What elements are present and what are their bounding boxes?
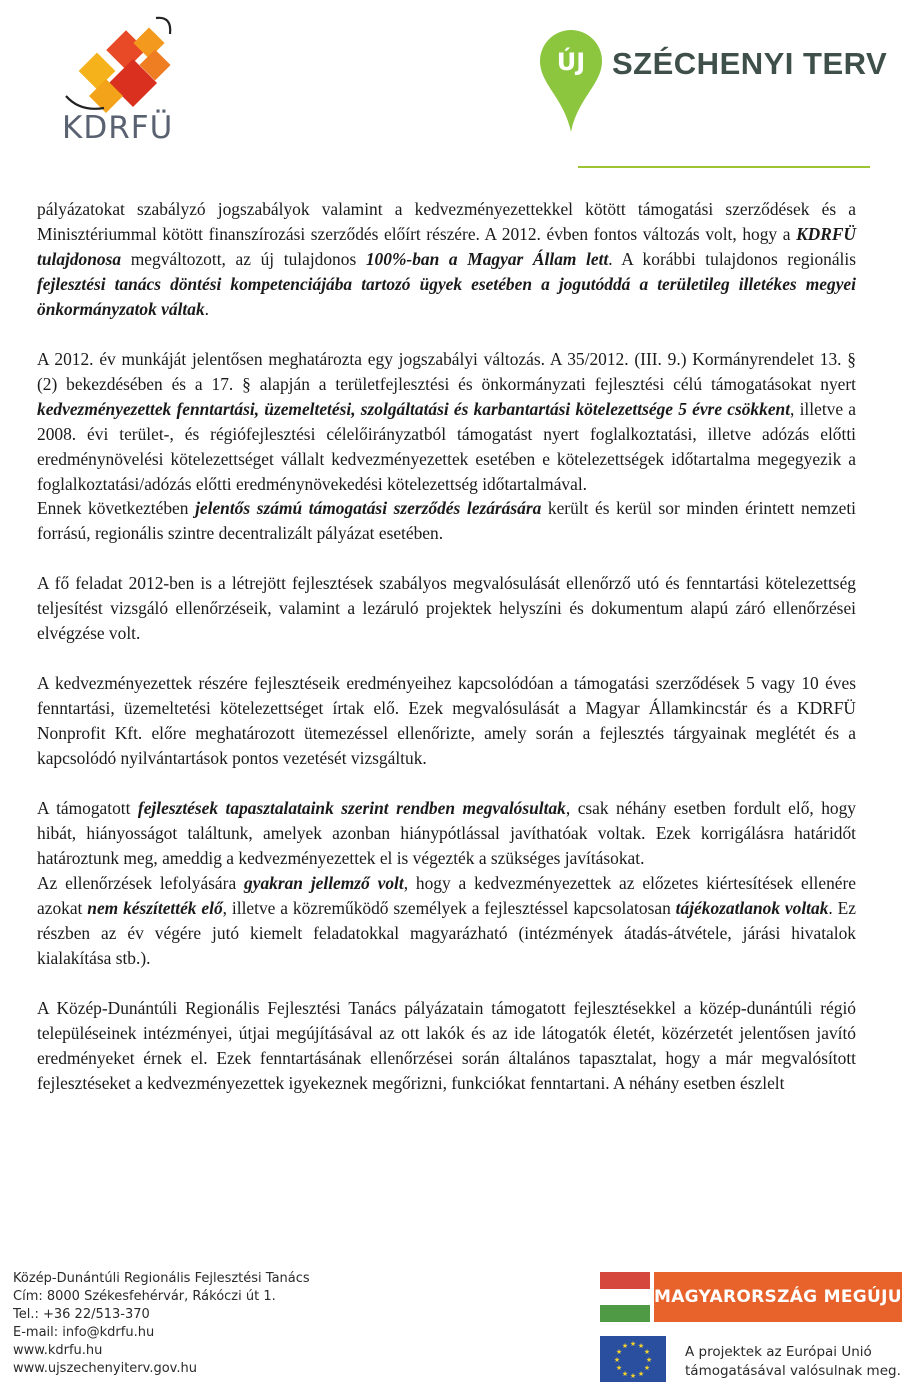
emphasis [87,898,222,918]
svg-text:★: ★ [643,1348,651,1356]
footer-contact-block [13,1270,310,1378]
text-run: A kedvezményezettek részére fejlesztéseik eredményeihez kapcsolódóan a támogatási szerződések 5 vagy 10 éves fenntartási, üzemeltetési kötelezettséget írtak elő. Ezek megvalósulását a Magyar Államkincstár és a KDRFÜ Nonprofit Kft. előre meghatározott ütemezéssel ellenőrizte, amely során a fejlesztés tárgyainak meglétét és a kapcsolódó nyilvántartások pontos vezetését vizsgáltuk. [37,673,856,769]
emphasis [676,898,829,918]
svg-text:★: ★ [637,1342,645,1350]
text-run: , illetve a 2008. évi terület-, és régiófejlesztési célelőirányzatból támogatást nyert foglalkoztatási, illetve adózás előtti eredménynövelési kötelezettséget vállalt kedvezményezettek esetében e kötelezettségek időtartalma megegyezik a foglalkoztatási/adózás előtti eredménynövekedési kötelezettség időtartalmával. [37,398,856,494]
text-run: , illetve a közreműködő személyek a fejlesztéssel kapcsolatosan [222,897,676,918]
page-header [0,0,914,180]
emphasis [195,498,541,518]
text-run: , csak néhány esetben fordult elő, hogy hibát, hiányosságot találtunk, amelyek azonban hiánypótlással javíthatóak voltak. Ezek korrigálásra határidőt határoztunk meg, ameddig a kedvezményezettek el is végezték a szükséges javításokat. [37,798,857,868]
paragraph [37,496,856,546]
pin-label: ÚJ [556,48,586,76]
emphasis-text: kedvezményezettek fenntartási, üzemeltetési, szolgáltatási és karbantartási kötelezettsége 5 évre csökkent [37,398,791,419]
eu-support-note [685,1343,901,1381]
text-run: A támogatott [37,798,138,819]
emphasis [37,274,856,319]
text-run: A Közép-Dunántúli Regionális Fejlesztési Tanács pályázatain támogatott fejlesztésekkel a közép-dunántúli régió településeinek intézményei, útjai megújításával az ott lakók és az ide látogatók életét, közérzetét jelentősen javító eredményeket érnek el. Ezek fenntartásának ellenőrzései során általános tapasztalat, hogy a már megvalósított fejlesztéseket a kedvezményezettek igyekeznek megőrizni, funkciókat fenntartani. A néhány esetben észlelt [37,997,856,1093]
emphasis-text: KDRFÜ tulajdonosa [37,223,856,269]
eu-note-line-2: támogatásával valósulnak meg. [685,1363,901,1379]
kdrfu-logo-mark [60,14,200,124]
text-run: , hogy a kedvezményezettek az előzetes kiértesítések ellenére azokat [37,872,857,918]
emphasis [138,798,566,818]
contact-line: E-mail: info@kdrfu.hu [13,1325,155,1340]
emphasis-text: nem készítették elő [87,897,223,918]
text-run: Az ellenőrzések lefolyására [37,872,245,893]
body-text [37,197,856,1096]
svg-text:★: ★ [615,1364,623,1372]
emphasis-text: gyakran jellemző volt [244,872,404,893]
text-run: . [204,298,209,319]
emphasis [244,873,404,893]
emphasis-text: fejlesztési tanács döntési kompetenciájába tartozó ügyek esetében a jogutóddá a területileg illetékes megyei önkormányzatok váltak [37,273,856,319]
paragraph [37,347,856,497]
hungarian-flag-icon [600,1272,650,1322]
paragraph [37,871,856,971]
contact-line: Cím: 8000 Székesfehérvár, Rákóczi út 1. [13,1289,276,1304]
text-run: Ennek következtében [37,498,196,519]
header-divider [578,166,870,168]
emphasis-text: jelentős számú támogatási szerződés lezárására [195,498,542,519]
emphasis [366,249,608,269]
contact-line: Közép-Dunántúli Regionális Fejlesztési Tanács [13,1271,310,1286]
text-run: került és kerül sor minden érintett nemzeti forrású, regionális szintre decentralizált pályázat esetében. [37,498,856,544]
eu-stars [600,1336,666,1382]
svg-text:★: ★ [629,1372,637,1380]
magyarorszag-megujul-banner [600,1272,913,1322]
kdrfu-logo-text: KDRFÜ [62,110,174,146]
emphasis [37,399,790,419]
paragraph [37,996,856,1096]
contact-line: www.ujszechenyiterv.gov.hu [13,1361,197,1376]
paragraph [37,796,856,871]
text-run: . A korábbi tulajdonos regionális [608,248,856,269]
svg-text:★: ★ [629,1340,637,1348]
location-pin-icon [538,28,604,134]
text-run: megváltozott, az új tulajdonos [121,248,366,269]
svg-text:★: ★ [643,1364,651,1372]
svg-text:★: ★ [613,1356,621,1364]
svg-text:★: ★ [615,1348,623,1356]
eu-note-line-1: A projektek az Európai Unió [685,1344,872,1360]
svg-text:★: ★ [645,1356,653,1364]
contact-line: Tel.: +36 22/513-370 [13,1307,150,1322]
contact-line: www.kdrfu.hu [13,1343,103,1358]
emphasis-text: fejlesztések tapasztalataink szerint rendben megvalósultak [137,798,566,819]
szechenyi-title: SZÉCHENYI TERV [612,46,888,81]
emphasis-text: tájékozatlanok voltak [675,897,829,918]
text-run: A 2012. év munkáját jelentősen meghatározta egy jogszabályi változás. A 35/2012. (III. 9.) Kormányrendelet 13. § (2) bekezdésében és a 17. § alapján a területfejlesztési és önkormányzati fejlesztési célú támogatásokat nyert [37,348,856,394]
szechenyi-terv-logo [538,28,888,138]
svg-text:★: ★ [621,1370,629,1378]
emphasis-text: 100%-ban a Magyar Állam lett [365,248,609,269]
text-run: A fő feladat 2012-ben is a létrejött fejlesztések szabályos megvalósulását ellenőrző utó és fenntartási kötelezettség teljesítést vizsgáló ellenőrzéseik, valamint a lezáruló projektek helyszíni és dokumentum alapú záró ellenőrzései elvégzése volt. [37,573,856,644]
text-run: . Ez részben az év végére jutó kiemelt feladatokkal magyarázható (intézmények átadás-átvétele, járási hivatalok kialakítása stb.). [37,897,856,968]
paragraph [37,571,856,646]
eu-flag-icon [600,1336,666,1382]
paragraph [37,197,856,322]
paragraph [37,671,856,771]
svg-text:★: ★ [637,1370,645,1378]
text-run: pályázatokat szabályzó jogszabályok valamint a kedvezményezettekkel kötött támogatási szerződések és a Minisztériummal kötött finanszírozási szerződés előírt részére. A 2012. évben fontos változás volt, hogy a [37,199,856,244]
svg-text:★: ★ [621,1342,629,1350]
banner-label: MAGYARORSZÁG MEGÚJUL [654,1272,902,1322]
